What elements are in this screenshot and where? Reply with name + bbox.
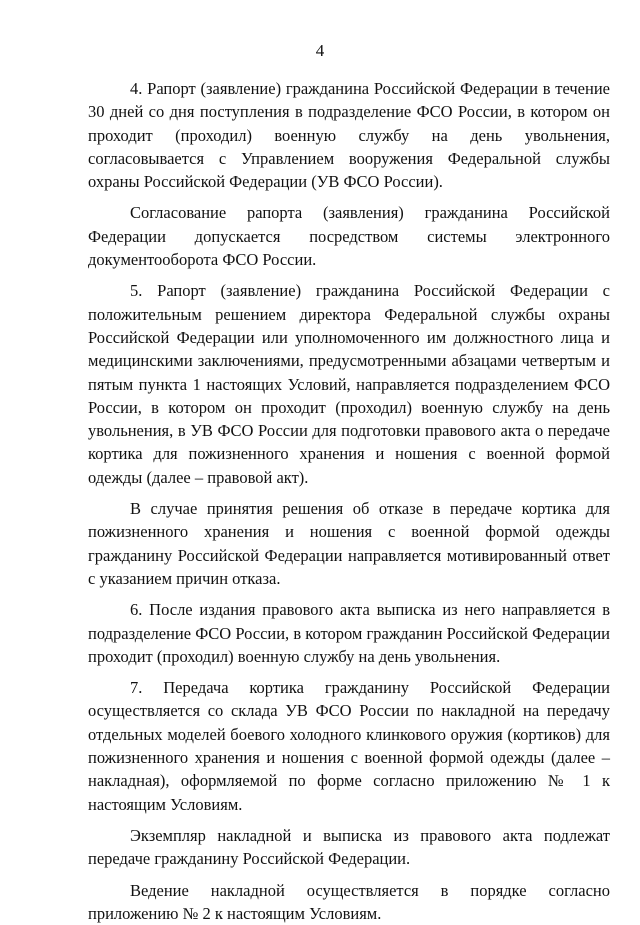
page-number: 4 <box>0 40 640 62</box>
document-body <box>88 77 610 925</box>
paragraph-7-maintenance: Ведение накладной осуществляется в порядке согласно приложению № 2 к настоящим Условиям. <box>88 879 610 925</box>
paragraph-5-refusal: В случае принятия решения об отказе в передаче кортика для пожизненного хранения и ношения с военной формой одежды гражданину Российской Федерации направляется мотивированный ответ с указанием причин отказа. <box>88 497 610 590</box>
paragraph-7-copy: Экземпляр накладной и выписка из правового акта подлежат передаче гражданину Российской Федерации. <box>88 824 610 871</box>
paragraph-4: 4. Рапорт (заявление) гражданина Российской Федерации в течение 30 дней со дня поступления в подразделение ФСО России, в котором он проходит (проходил) военную службу на день увольнения, согласовывается с Управлением вооружения Федеральной службы охраны Российской Федерации (УВ ФСО России). <box>88 77 610 193</box>
paragraph-6: 6. После издания правового акта выписка из него направляется в подразделение ФСО России, в котором гражданин Российской Федерации проходит (проходил) военную службу на день увольнения. <box>88 598 610 668</box>
paragraph-5: 5. Рапорт (заявление) гражданина Российской Федерации с положительным решением директора Федеральной службы охраны Российской Федерации или уполномоченного им должностного лица и медицинскими заключениями, предусмотренными абзацами четвертым и пятым пункта 1 настоящих Условий, направляется подразделением ФСО России, в котором он проходит (проходил) военную службу на день увольнения, в УВ ФСО России для подготовки правового акта о передаче кортика для пожизненного хранения и ношения с военной формой одежды (далее – правовой акт). <box>88 279 610 489</box>
paragraph-7: 7. Передача кортика гражданину Российской Федерации осуществляется со склада УВ ФСО России по накладной на передачу отдельных моделей боевого холодного клинкового оружия (кортиков) для пожизненного хранения и ношения с военной формой одежды (далее – накладная), оформляемой по форме согласно приложению № 1 к настоящим Условиям. <box>88 676 610 816</box>
paragraph-4-approval: Согласование рапорта (заявления) гражданина Российской Федерации допускается посредством системы электронного документооборота ФСО России. <box>88 201 610 271</box>
